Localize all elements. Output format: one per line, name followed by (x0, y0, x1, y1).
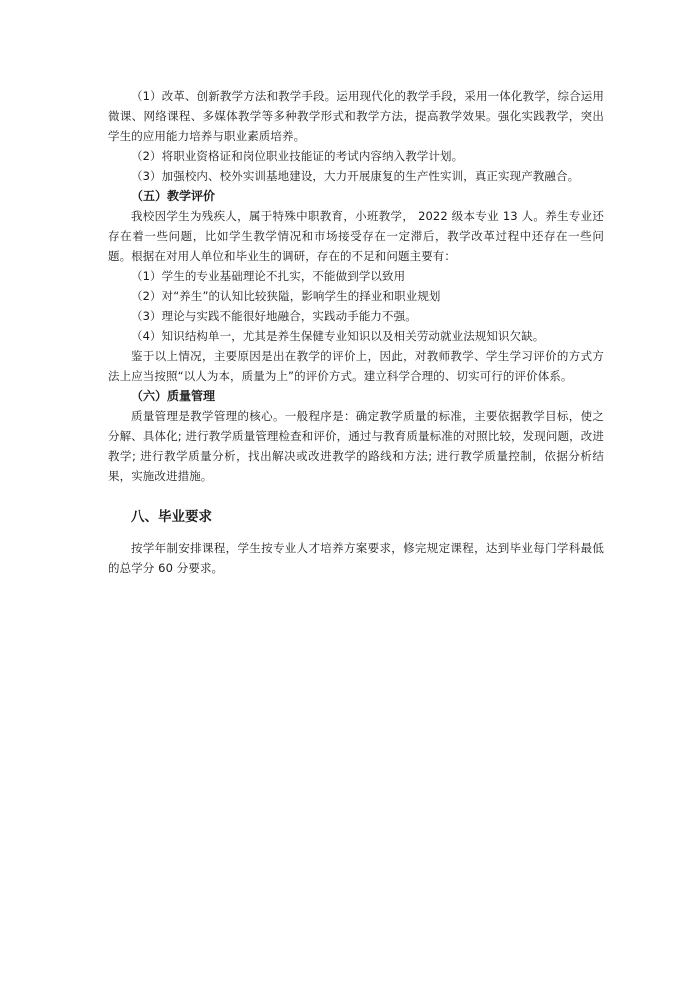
heading-teaching-evaluation: （五）教学评价 (131, 189, 216, 203)
paragraph-certificates: （2）将职业资格证和岗位职业技能证的考试内容纳入教学计划。 (131, 149, 464, 163)
paragraph-quality-management: 质量管理是教学管理的核心。一般程序是：确定教学质量的标准，主要依据教学目标，使之分解、具体化; 进行教学质量管理检查和评价，通过与教育质量标准的对照比较，发现问题，改进教学; 进行教学质量分析，找出解决或改进教学的路线和方法; 进行教学质量控制，依据分析结果，实施改进措施。 (108, 409, 604, 483)
paragraph-training-bases: （3）加强校内、校外实训基地建设，大力开展康复的生产性实训，真正实现产教融合。 (131, 169, 580, 183)
paragraph-graduation-requirements: 按学年制安排课程，学生按专业人才培养方案要求，修完规定课程，达到毕业每门学科最低的总学分 60 分要求。 (108, 541, 604, 575)
list-item-problem-2: （2）对“养生”的认知比较狭隘，影响学生的择业和职业规划 (131, 289, 441, 303)
paragraph-evaluation-conclusion: 鉴于以上情况，主要原因是出在教学的评价上，因此，对教师教学、学生学习评价的方式方法上应当按照“以人为本，质量为上”的评价方式。建立科学合理的、切实可行的评价体系。 (108, 349, 604, 383)
document-body (108, 86, 604, 578)
heading-graduation-requirements: 八、毕业要求 (131, 509, 212, 525)
list-item-problem-3: （3）理论与实践不能很好地融合，实践动手能力不强。 (131, 309, 417, 323)
paragraph-evaluation-intro: 我校因学生为残疾人，属于特殊中职教育，小班教学， 2022 级本专业 13 人。养生专业还存在着一些问题，比如学生教学情况和市场接受存在一定滞后，教学改革过程中还存在一些问题。根据在对用人单位和毕业生的调研，存在的不足和问题主要有： (108, 209, 604, 263)
paragraph-teaching-methods: （1）改革、创新教学方法和教学手段。运用现代化的教学手段，采用一体化教学，综合运用微课、网络课程、多媒体教学等多种教学形式和教学方法，提高教学效果。强化实践教学，突出学生的应用能力培养与职业素质培养。 (108, 89, 604, 143)
heading-quality-management: （六）质量管理 (131, 389, 216, 403)
list-item-problem-1: （1）学生的专业基础理论不扎实，不能做到学以致用 (131, 269, 406, 283)
list-item-problem-4: （4）知识结构单一，尤其是养生保健专业知识以及相关劳动就业法规知识欠缺。 (131, 329, 545, 343)
